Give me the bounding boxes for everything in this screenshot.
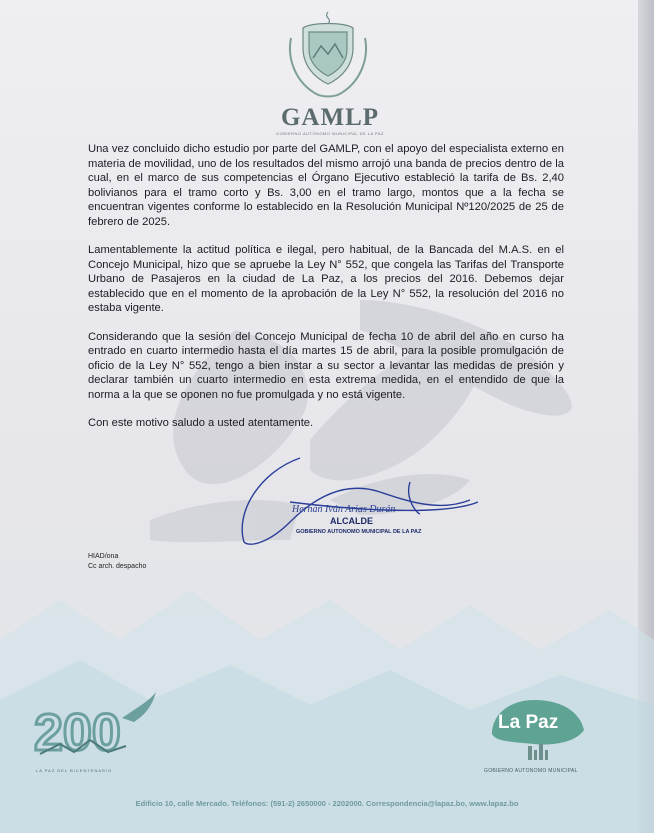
brand-subtitle: GOBIERNO AUTÓNOMO MUNICIPAL DE LA PAZ — [276, 131, 384, 136]
paragraph-1: Una vez concluido dicho estudio por parte del GAMLP, con el apoyo del especialista externo en materia de movilidad, uno de los resultados del mismo arrojó una banda de precios dentro de la cual, en el marco de sus competencias el Órgano Ejecutivo estableció la tarifa de Bs. 2,40 bolivianos para el tramo corto y Bs. 3,00 en el tramo largo, montos que a la fecha se encuentran vigentes conforme lo establecido en la Resolución Municipal Nº120/2025 de 25 de febrero de 2025. — [88, 143, 564, 228]
svg-text:200: 200 — [34, 704, 121, 762]
reference-initials — [88, 552, 146, 571]
signatory-org: GOBIERNO AUTONOMO MUNICIPAL DE LA PAZ — [296, 529, 422, 535]
footer-address: Edificio 10, calle Mercado. Teléfonos: (591-2) 2650000 - 2202000. Correspondencia@lapaz.bo, www.lapaz.bo — [135, 799, 519, 808]
paragraph-3: Considerando que la sesión del Concejo Municipal de fecha 10 de abril del año en curso ha entrado en cuarto intermedio hasta el día martes 15 de abril, para la posible promulgación de oficio de la Ley N° 552, tengo a bien instar a su sector a levantar las medidas de presión y declarar también un cuarto intermedio en esta extrema medida, en el entendido de que la norma a la que se oponen no fue promulgada y no está vigente. — [88, 330, 564, 401]
paragraph-2: Lamentablemente la actitud política e ilegal, pero habitual, de la Bancada del M.A.S. en el Concejo Municipal, hizo que se apruebe la Ley N° 552, que congela las Tarifas del Transporte Urbano de Pasajeros en la ciudad de La Paz, a los precios del 2016. Debemos dejar establecido que en el momento de la aprobación de la Ley N° 552, la resolución del 2016 no estaba vigente. — [88, 244, 564, 314]
letter-body — [88, 142, 564, 445]
lapaz-logo-icon — [484, 694, 594, 766]
brand-wordmark: GAMLP — [280, 104, 380, 131]
lapaz-logo-subtitle: GOBIERNO AUTONOMO MUNICIPAL — [484, 768, 578, 774]
copy-note: Cc arch. despacho — [88, 562, 147, 570]
signature-scrawl — [230, 452, 490, 552]
coat-of-arms-icon — [283, 8, 373, 104]
bicentenario-logo-icon — [30, 688, 170, 768]
initials: HIAD/ona — [88, 553, 119, 560]
signatory-name: Hernán Iván Arias Durán — [292, 504, 396, 515]
bicentenario-tagline: LA PAZ DEL BICENTENARIO — [36, 768, 113, 773]
signatory-title: ALCALDE — [330, 516, 373, 526]
closing-line: Con este motivo saludo a usted atentamente. — [88, 417, 314, 429]
lapaz-logo-text: La Paz — [498, 712, 559, 733]
